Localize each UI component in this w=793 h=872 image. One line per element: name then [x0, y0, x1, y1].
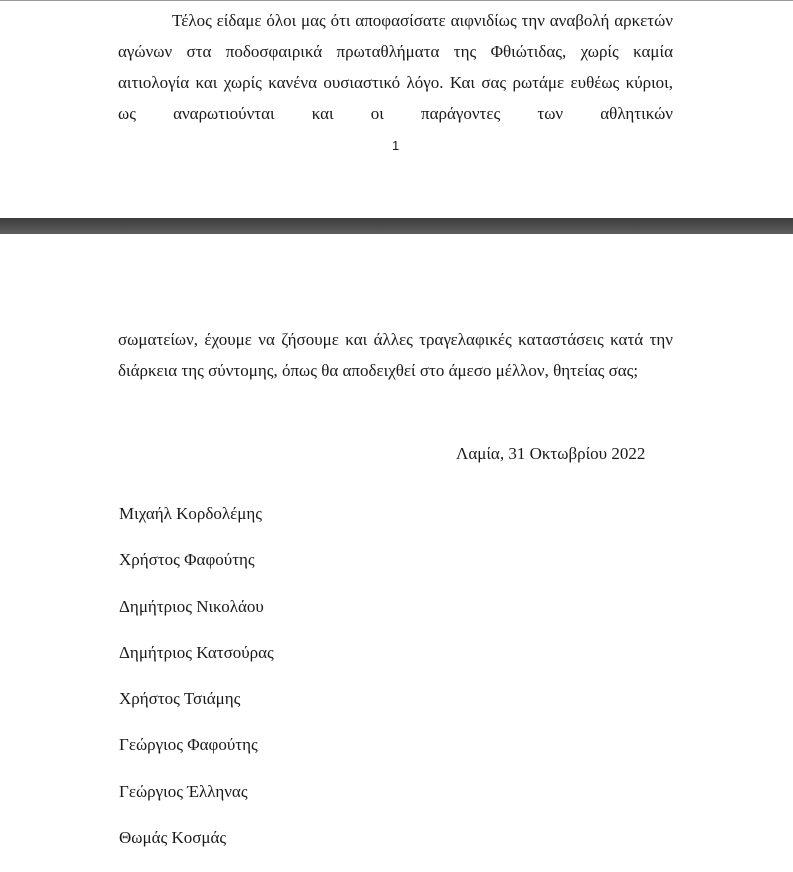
- document-page-2: [0, 234, 793, 858]
- signatory-name: Γεώργιος Έλληνας: [119, 781, 248, 801]
- signatory-name: Χρήστος Φαφούτης: [119, 550, 255, 570]
- document-page-1: [0, 0, 793, 219]
- signatory-name: Γεώργιος Φαφούτης: [119, 735, 258, 755]
- page-break-separator: [0, 218, 793, 234]
- date-line: Λαμία, 31 Οκτωβρίου 2022: [456, 444, 646, 463]
- body-paragraph-continued: σωματείων, έχουμε να ζήσουμε και άλλες τραγελαφικές καταστάσεις κατά την διάρκεια της σύντομης, όπως θα αποδειχθεί στο άμεσο μέλλον, θητείας σας;: [118, 330, 673, 380]
- body-paragraph: Τέλος είδαμε όλοι μας ότι αποφασίσατε αιφνιδίως την αναβολή αρκετών αγώνων στα ποδοσφαιρικά πρωταθλήματα της Φθιώτιδας, χωρίς καμία αιτιολογία και χωρίς κανένα ουσιαστικό λόγο. Και σας ρωτάμε ευθέως κύριοι, ως αναρωτιούνται και οι παράγοντες των αθλητικών: [118, 11, 673, 123]
- signatory-name: Δημήτριος Κατσούρας: [119, 642, 274, 662]
- signatory-name: Μιχαήλ Κορδολέμης: [119, 504, 263, 523]
- signatory-name: Δημήτριος Νικολάου: [119, 596, 264, 616]
- signatory-name: Χρήστος Τσιάμης: [119, 689, 241, 709]
- page-number: 1: [392, 138, 400, 153]
- signatory-name: Θωμάς Κοσμάς: [119, 828, 227, 848]
- signatory-list: [119, 502, 274, 872]
